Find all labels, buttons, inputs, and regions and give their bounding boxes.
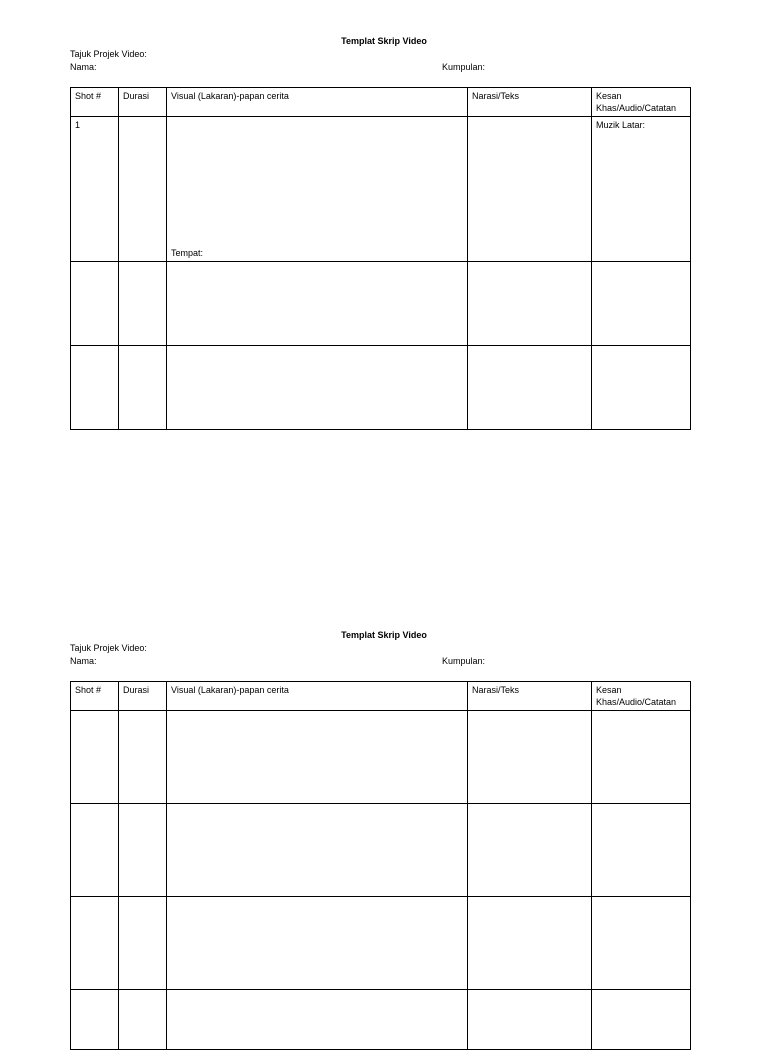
duration-cell[interactable] [119,346,167,430]
header-shot: Shot # [71,88,119,117]
narration-cell[interactable] [468,346,592,430]
visual-cell[interactable] [167,346,468,430]
visual-cell[interactable] [167,711,468,804]
header-narration: Narasi/Teks [468,682,592,711]
duration-cell[interactable] [119,990,167,1050]
table-row [71,346,691,430]
place-label: Tempat: [171,248,204,258]
group-label: Kumpulan: [442,62,486,72]
shot-number-cell[interactable] [71,262,119,346]
table-row [71,990,691,1050]
table-row [71,262,691,346]
effects-cell[interactable] [592,711,691,804]
header-effects: Kesan Khas/Audio/Catatan [592,682,691,711]
name-label: Nama: [70,62,97,72]
effects-cell[interactable] [592,897,691,990]
effects-cell[interactable] [592,346,691,430]
header-shot: Shot # [71,682,119,711]
header-visual: Visual (Lakaran)-papan cerita [167,682,468,711]
table-row [71,117,691,262]
duration-cell[interactable] [119,711,167,804]
narration-cell[interactable] [468,897,592,990]
table-row [71,897,691,990]
narration-cell[interactable] [468,990,592,1050]
shot-number-cell[interactable] [71,897,119,990]
header-visual: Visual (Lakaran)-papan cerita [167,88,468,117]
narration-cell[interactable] [468,711,592,804]
effects-cell[interactable] [592,262,691,346]
shot-number-cell[interactable]: 1 [71,117,119,262]
header-duration: Durasi [119,88,167,117]
header-effects: Kesan Khas/Audio/Catatan [592,88,691,117]
script-template-form-1 [0,0,768,440]
visual-cell[interactable] [167,897,468,990]
duration-cell[interactable] [119,117,167,262]
name-label: Nama: [70,656,97,666]
duration-cell[interactable] [119,262,167,346]
script-table [70,681,691,1050]
shot-number-cell[interactable] [71,711,119,804]
duration-cell[interactable] [119,897,167,990]
header-duration: Durasi [119,682,167,711]
table-row [71,711,691,804]
narration-cell[interactable] [468,117,592,262]
table-header-row [71,88,691,117]
project-title-label: Tajuk Projek Video: [70,49,147,59]
visual-cell[interactable] [167,262,468,346]
effects-cell[interactable]: Muzik Latar: [592,117,691,262]
visual-cell[interactable] [167,117,468,262]
visual-cell[interactable] [167,990,468,1050]
shot-number-cell[interactable] [71,804,119,897]
duration-cell[interactable] [119,804,167,897]
group-label: Kumpulan: [442,656,486,666]
form-title: Templat Skrip Video [341,630,427,640]
visual-cell[interactable] [167,804,468,897]
table-row [71,804,691,897]
form-title: Templat Skrip Video [341,36,427,46]
script-table [70,87,691,430]
script-template-form-2 [0,594,768,1024]
shot-number-cell[interactable] [71,346,119,430]
header-narration: Narasi/Teks [468,88,592,117]
effects-cell[interactable] [592,990,691,1050]
shot-number-cell[interactable] [71,990,119,1050]
project-title-label: Tajuk Projek Video: [70,643,147,653]
narration-cell[interactable] [468,804,592,897]
effects-cell[interactable] [592,804,691,897]
narration-cell[interactable] [468,262,592,346]
table-header-row [71,682,691,711]
